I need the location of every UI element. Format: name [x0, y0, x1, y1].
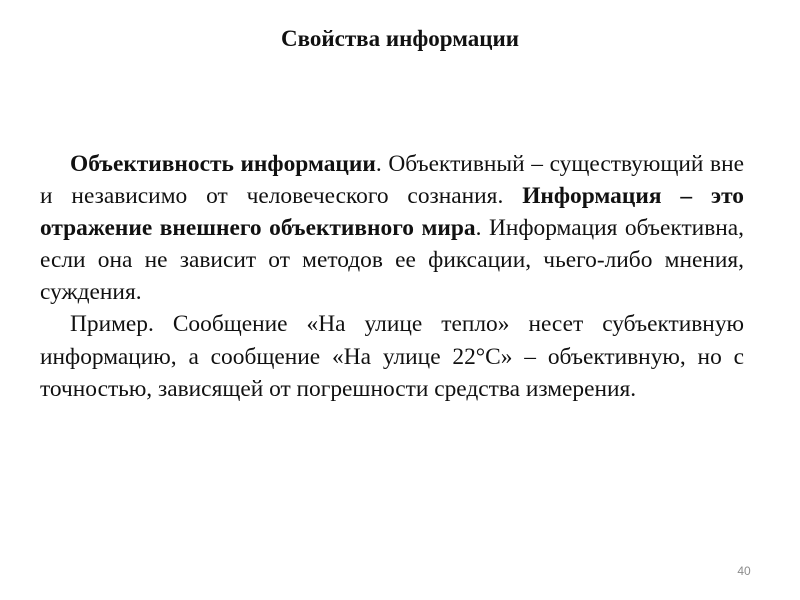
- term-objectivity: Объективность информации: [70, 151, 376, 177]
- slide-body: [40, 148, 744, 405]
- paragraph-objectivity-rest: . Информация объективна, если она не зависит от методов ее фиксации, чьего-либо мнения, суждения.: [40, 215, 744, 306]
- paragraph-objectivity: [40, 148, 744, 308]
- term-separator: .: [375, 151, 389, 177]
- paragraph-example: Пример. Сообщение «На улице тепло» несет субъективную информацию, а сообщение «На улице 22°С» – объективную, но с точностью, зависящей от погрешности средства измерения.: [40, 311, 744, 402]
- definition-objective: Объективный – существующий вне и независимо от человеческого сознания.: [40, 151, 744, 210]
- slide-title: Свойства информации: [281, 26, 519, 51]
- page-number: 40: [737, 564, 751, 578]
- statement-information: Информация – это отражение внешнего объективного мира: [40, 183, 744, 242]
